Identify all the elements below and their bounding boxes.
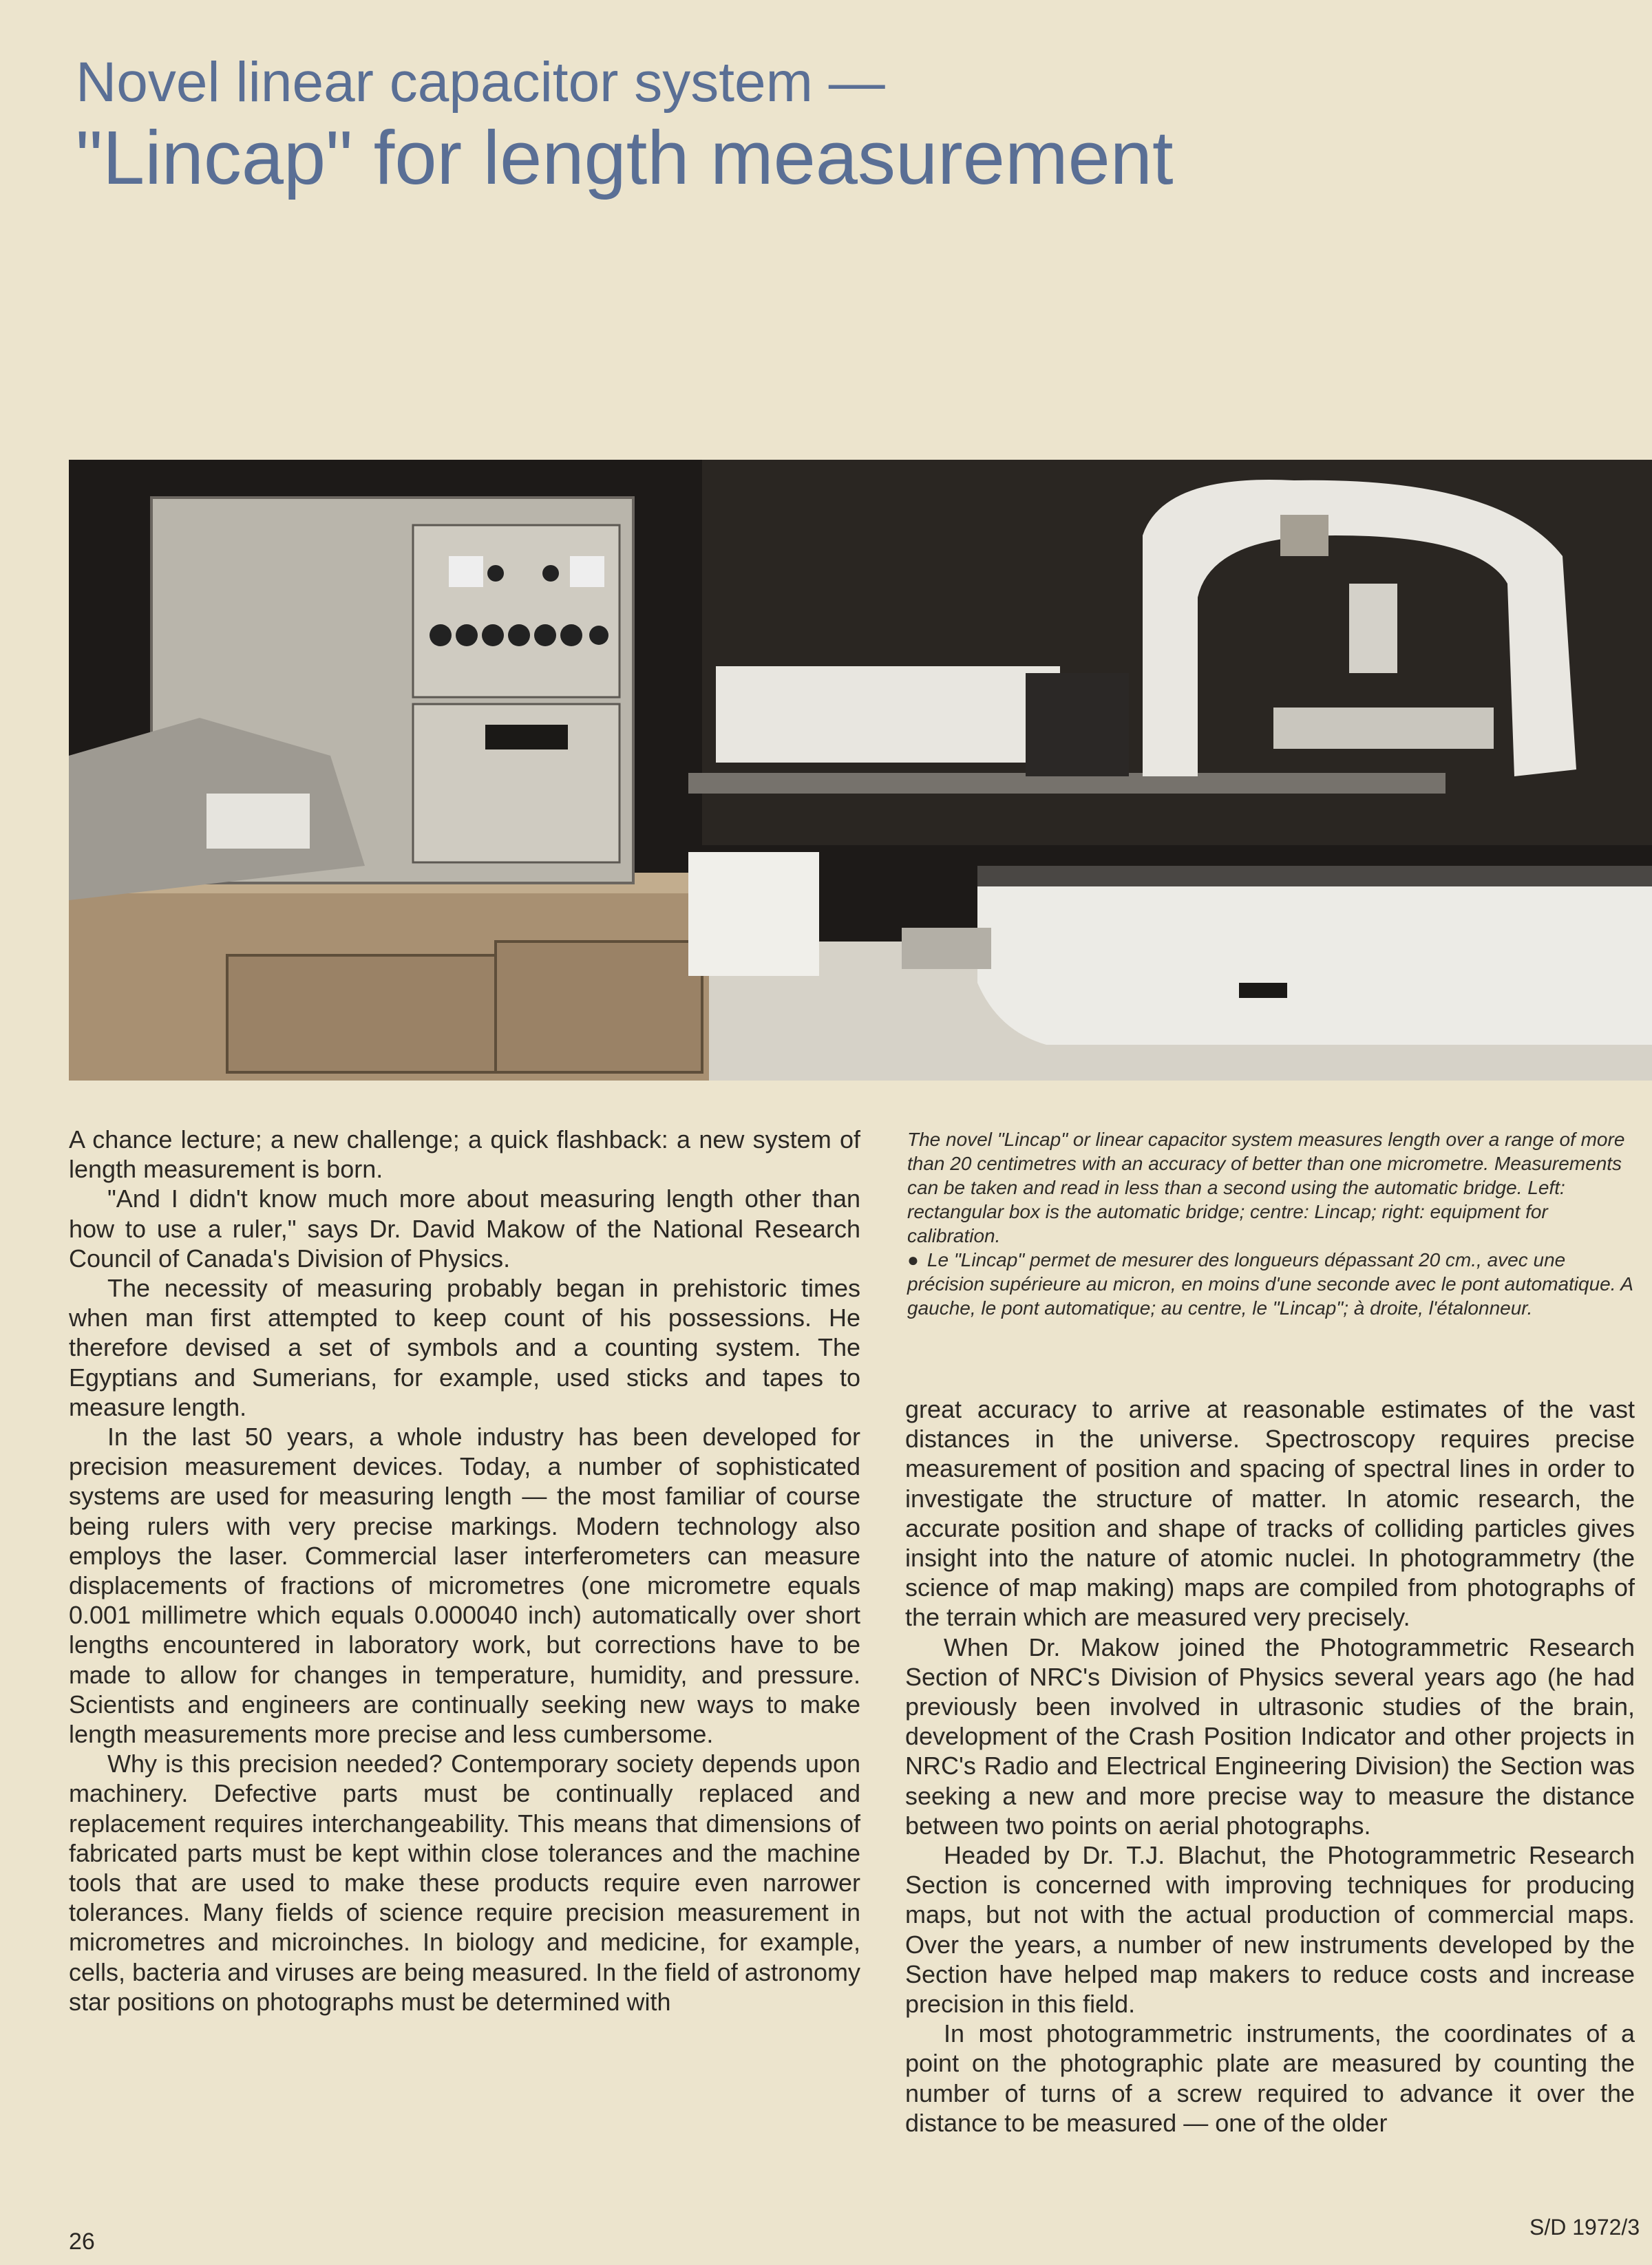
left-column: [69, 1125, 860, 2017]
bullet-icon: ●: [907, 1249, 919, 1270]
paragraph: In most photogrammetric instruments, the coordinates of a point on the photographic plate are measured by counting the number of turns of a screw required to advance it over the distance to be measured — one of the older: [905, 2019, 1635, 2137]
equipment-photo: [69, 460, 1652, 1081]
paragraph: The necessity of measuring probably began in prehistoric times when man first attempted to keep count of his possessions. He therefore devised a set of symbols and a counting system. The Egyptians and Sumerians, for example, used sticks and tapes to measure length.: [69, 1274, 860, 1421]
caption-english: The novel "Lincap" or linear capacitor system measures length over a range of more than 20 centimetres with an accuracy of better than one micrometre. Measurements can be taken and read in less than a second using the automatic bridge. Left: rectangular box is the automatic bridge; centre: Lincap; right: equipment for calibration.: [907, 1129, 1625, 1246]
paragraph: Headed by Dr. T.J. Blachut, the Photogrammetric Research Section is concerned with improving techniques for producing maps, but not with the actual production of commercial maps. Over the years, a number of new instruments developed by the Section have helped map makers to reduce costs and increase precision in this field.: [905, 1841, 1635, 2019]
caption-french-wrapper: [907, 1248, 1645, 1320]
title-line-1: Novel linear capacitor system —: [76, 51, 885, 114]
paragraph: In the last 50 years, a whole industry has been developed for precision measurement devices. Today, a number of sophisticated systems are used for measuring length — the most familiar of course being rulers with very precise markings. Modern technology also employs the laser. Commercial laser interferometers can measure displacements of fractions of micrometres (one micrometre equals 0.001 millimetre which equals 0.000040 inch) automatically over short lengths encountered in laboratory work, but corrections have to be made to allow for changes in temperature, humidity, and pressure. Scientists and engineers are continually seeking new ways to make length measurements more precise and less cumbersome.: [69, 1423, 860, 1749]
issue-label: S/D 1972/3: [1529, 2215, 1640, 2240]
title-line-2: "Lincap" for length measurement: [76, 116, 1174, 200]
paragraph: great accuracy to arrive at reasonable estimates of the vast distances in the universe. Spectroscopy requires precise measurement of position and spacing of spectral lines in order to investigate the structure of matter. In atomic research, the accurate position and shape of tracks of colliding particles gives insight into the nature of atomic nuclei. In photogrammetry (the science of map making) maps are compiled from photographs of the terrain which are measured very precisely.: [905, 1395, 1635, 1632]
caption-french: Le "Lincap" permet de mesurer des longueurs dépassant 20 cm., avec une précision supérieure au micron, en moins d'une seconde avec le pont automatique. A gauche, le pont automatique; au centre, le "Lincap"; à droite, l'étalonneur.: [907, 1249, 1633, 1319]
photo-caption: [907, 1127, 1645, 1320]
paragraph: Why is this precision needed? Contemporary society depends upon machinery. Defective parts must be continually replaced and replacement requires interchangeability. This means that dimensions of fabricated parts must be kept within close tolerances and the machine tools that are used to make these products require even narrower tolerances. Many fields of science require precision measurement in micrometres and microinches. In biology and medicine, for example, cells, bacteria and viruses are being measured. In the field of astronomy star positions on photographs must be determined with: [69, 1750, 860, 2016]
paragraph: "And I didn't know much more about measuring length other than how to use a ruler," says Dr. David Makow of the National Research Council of Canada's Division of Physics.: [69, 1184, 860, 1273]
page-number: 26: [69, 2229, 95, 2255]
right-column: [905, 1394, 1635, 2138]
article-title: [76, 48, 1521, 200]
paragraph: When Dr. Makow joined the Photogrammetric Research Section of NRC's Division of Physics several years ago (he had previously been involved in ultrasonic studies of the brain, development of the Crash Position Indicator and other projects in NRC's Radio and Electrical Engineering Division) the Section was seeking a new and more precise way to measure the distance between two points on aerial photographs.: [905, 1633, 1635, 1840]
paragraph: A chance lecture; a new challenge; a quick flashback: a new system of length measurement is born.: [69, 1125, 860, 1184]
